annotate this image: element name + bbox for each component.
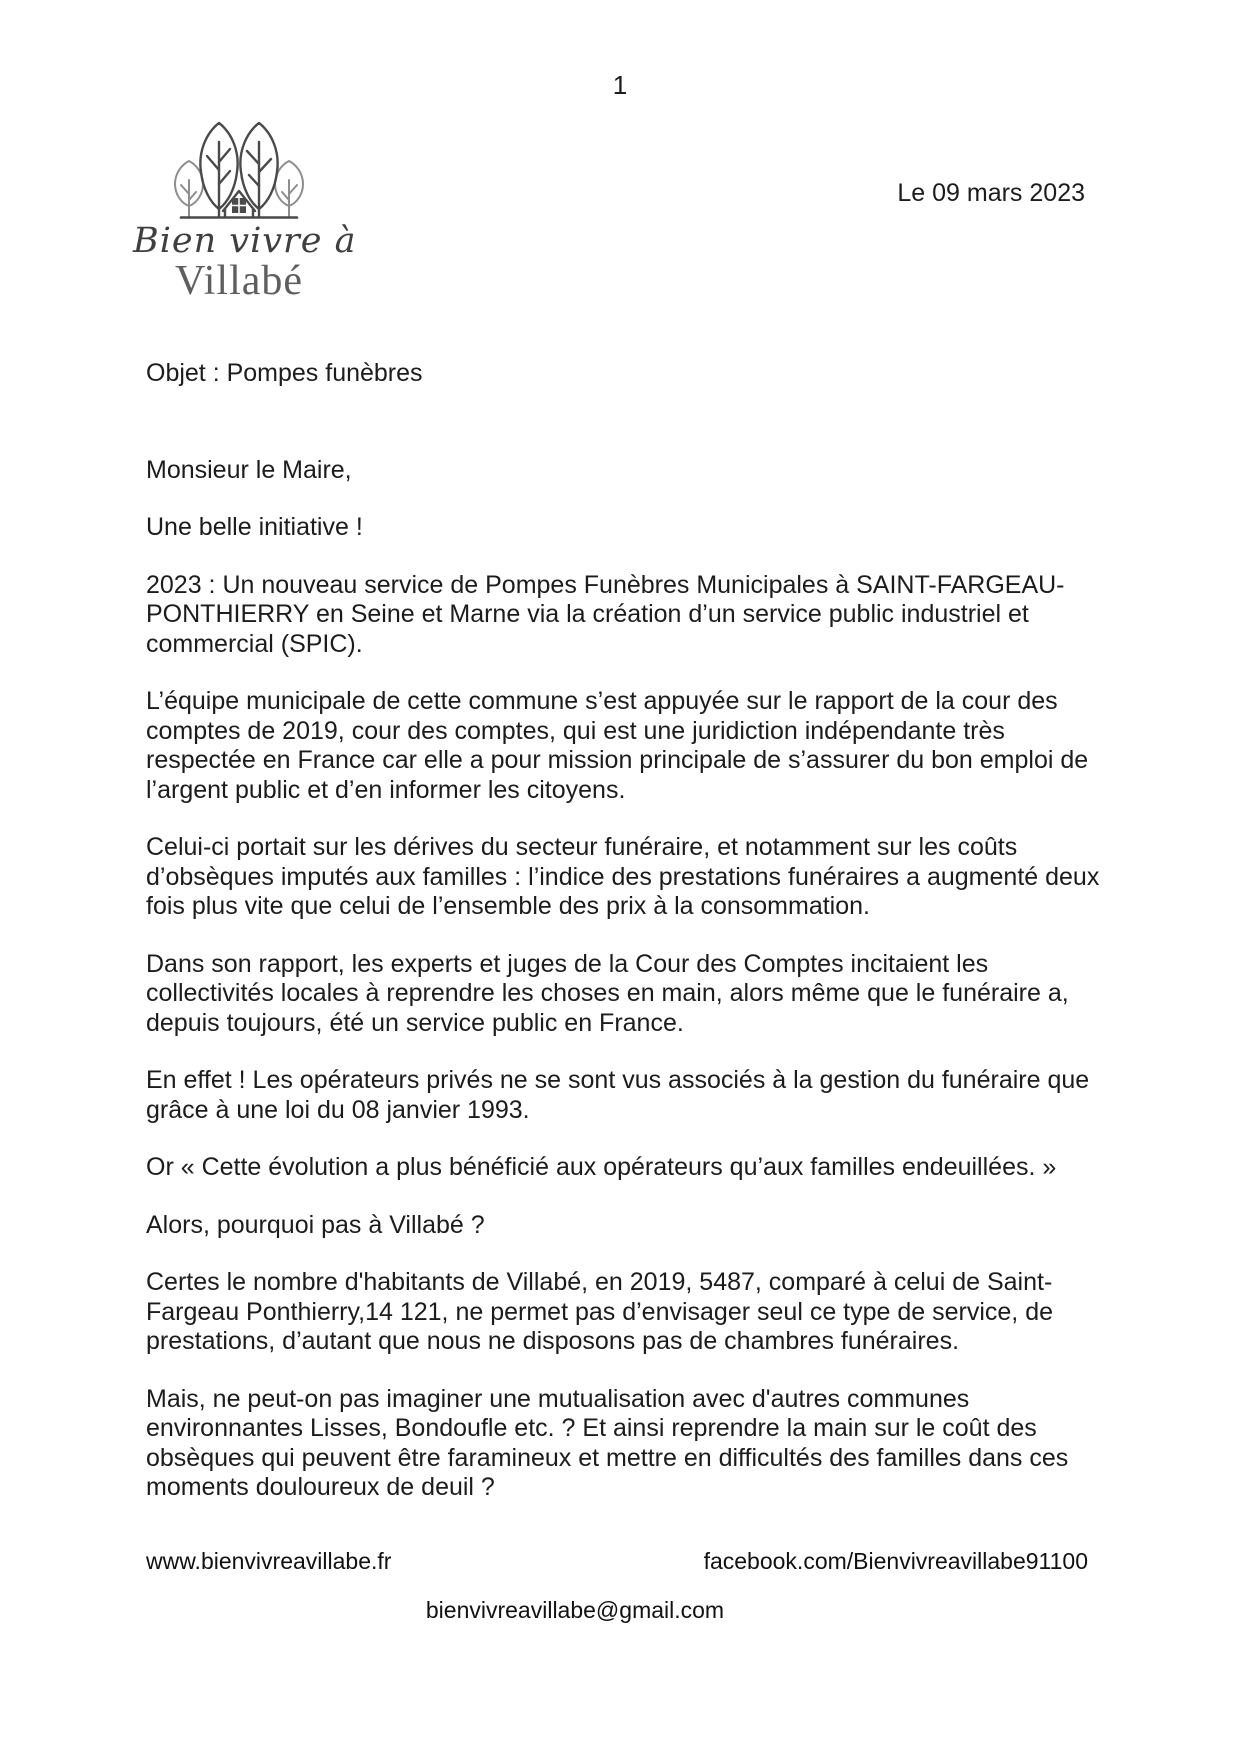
subject-line: Objet : Pompes funèbres	[146, 359, 423, 387]
letter-paragraph: 2023 : Un nouveau service de Pompes Funèbres Municipales à SAINT-FARGEAU-PONTHIERRY en Seine et Marne via la création d’un service public industriel et commercial (SPIC).	[146, 570, 1065, 658]
trees-house-icon	[173, 120, 305, 220]
logo-name-text: Villabé	[174, 258, 304, 304]
letter-paragraph: Une belle initiative !	[146, 513, 363, 541]
letter-paragraph: Certes le nombre d'habitants de Villabé, en 2019, 5487, comparé à celui de Saint-Fargeau Ponthierry,14 121, ne permet pas d’envisager seul ce type de service, de prestations, d’autant que nous ne disposons pas de chambres funéraires.	[146, 1268, 1054, 1355]
letter-paragraph: Alors, pourquoi pas à Villabé ?	[146, 1210, 485, 1239]
footer-website: www.bienvivreavillabe.fr	[146, 1548, 392, 1574]
footer-email: bienvivreavillabe@gmail.com	[425, 1597, 725, 1623]
small-tree-right-icon	[275, 161, 303, 217]
logo-script-text: Bien vivre à	[133, 221, 357, 261]
house-icon	[223, 191, 255, 217]
page-number: 1	[612, 70, 628, 100]
letter-paragraph: Mais, ne peut-on pas imaginer une mutualisation avec d'autres communes environnantes Lisses, Bondoufle etc. ? Et ainsi reprendre la main sur le coût des obsèques qui peuvent être faramineux et mettre en difficultés des familles dans ces moments douloureux de deuil ?	[146, 1384, 1069, 1501]
paragraphs	[146, 513, 1111, 1503]
letter-paragraph: L’équipe municipale de cette commune s’est appuyée sur le rapport de la cour des comptes de 2019, cour des comptes, qui est une juridiction indépendante très respectée en France car elle a pour mission principale de s’assurer du bon emploi de l’argent public et d’en informer les citoyens.	[146, 687, 1089, 804]
small-tree-left-icon	[175, 161, 203, 217]
footer-facebook: facebook.com/Bienvivreavillabe91100	[703, 1548, 1088, 1574]
villabe-logo	[133, 120, 357, 305]
letter-paragraph: Dans son rapport, les experts et juges de la Cour des Comptes incitaient les collectivités locales à reprendre les choses en main, alors même que le funéraire a, depuis toujours, été un service public en France.	[146, 949, 1069, 1037]
date-line: Le 09 mars 2023	[897, 179, 1085, 207]
letter-body	[146, 359, 1111, 1531]
letter-paragraph: En effet ! Les opérateurs privés ne se sont vus associés à la gestion du funéraire que grâce à une loi du 08 janvier 1993.	[146, 1066, 1090, 1124]
salutation: Monsieur le Maire,	[146, 455, 352, 484]
letter-paragraph: Or « Cette évolution a plus bénéficié aux opérateurs qu’aux familles endeuillées. »	[146, 1153, 1057, 1181]
letter-paragraph: Celui-ci portait sur les dérives du secteur funéraire, et notamment sur les coûts d’obsèques imputés aux familles : l’indice des prestations funéraires a augmenté deux fois plus vite que celui de l’ensemble des prix à la consommation.	[146, 833, 1100, 920]
